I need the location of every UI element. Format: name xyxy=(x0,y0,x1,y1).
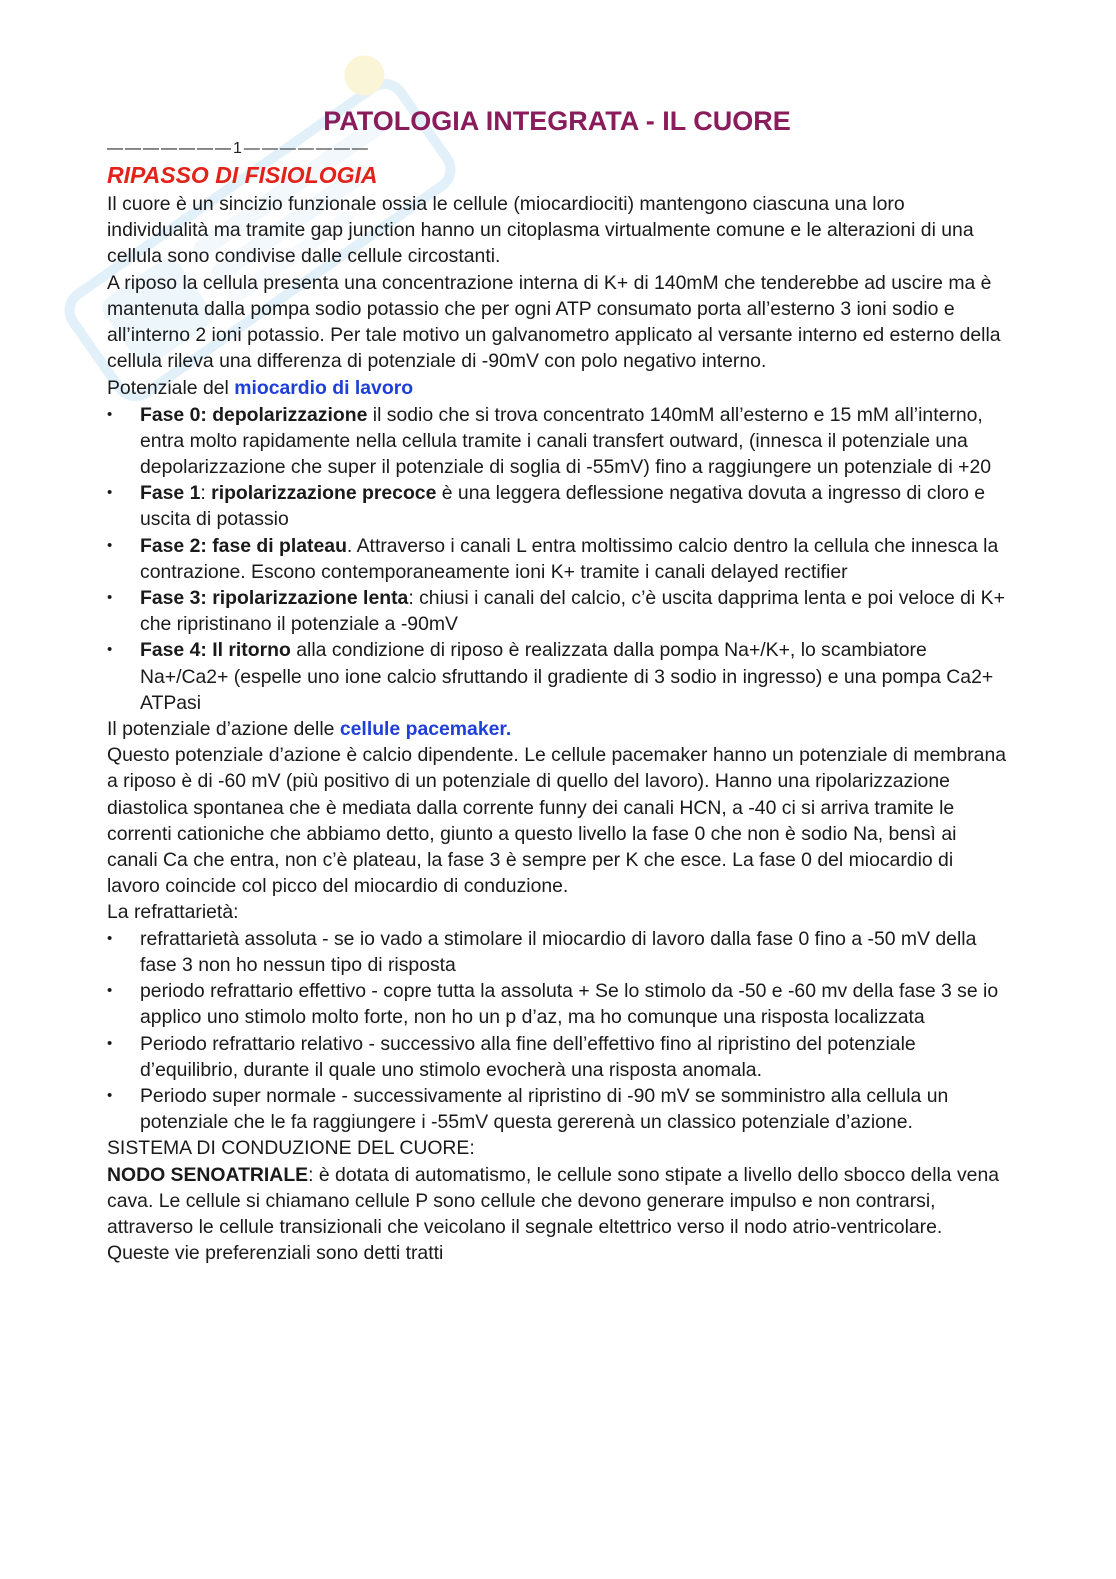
paragraph-prefix: Il potenziale d’azione delle xyxy=(107,718,340,741)
paragraph-pacemaker: Questo potenziale d’azione è calcio dipendente. Le cellule pacemaker hanno un potenziale di membrana a riposo è di -60 mV (più positivo di un potenziale di quello del lavoro). Hanno una ripolarizzazione diastolica spontanea che è mediata dalla corrente funny dei canali HCN, a -40 ci si arriva tramite le correnti cationiche che abbiamo detto, giunto a questo livello la fase 0 che non è sodio Na, bensì ai canali Ca che entra, non c’è plateau, la fase 3 è sempre per K che esce. La fase 0 del miocardio di lavoro coincide col picco del miocardio di conduzione. xyxy=(107,744,1007,898)
highlight-cellule-pacemaker: cellule pacemaker. xyxy=(339,718,512,741)
phase-label: Fase 2: fase di plateau xyxy=(140,534,347,557)
phase-label-separator: : xyxy=(200,482,212,505)
nodo-text: : è dotata di automatismo, le cellule sono stipate a livello dello sbocco della vena cava. Le cellule si chiamano cellule P sono cellule che devono generare impulso e non contrarsi, attraverso le cellule transizionali che veicolano il segnale eltettrico verso il nodo atrio-ventricolare. Queste vie preferenziali sono detti tratti xyxy=(107,1163,1000,1265)
phase-label: Fase 4: Il ritorno xyxy=(140,639,291,662)
paragraph-sincizio: Il cuore è un sincizio funzionale ossia le cellule (miocardiociti) mantengono ciascuna una loro individualità ma tramite gap junction hanno un citoplasma virtualmente comune e le alterazioni di una cellula sono condivise dalle cellule circostanti. xyxy=(107,193,974,268)
phase-text: il sodio che si trova concentrato 140mM all’esterno e 15 mM all’interno, entra molto rapidamente nella cellula tramite i canali transfert outward, (innesca il potenziale una depolarizzazione che super il potenziale di soglia di -55mV) fino a raggiungere un potenziale di +20 xyxy=(140,403,992,479)
nodo-label: NODO SENOATRIALE xyxy=(107,1163,309,1186)
phase-list xyxy=(107,402,1007,716)
paragraph-pacemaker-heading xyxy=(107,716,1007,742)
phase-text: . Attraverso i canali L entra moltissimo calcio dentro la cellula che innesca la contrazione. Escono contemporaneamente ioni K+ tramite i canali delayed rectifier xyxy=(140,534,999,583)
document-page xyxy=(107,104,1007,1266)
phase-label: Fase 0: depolarizzazione xyxy=(140,403,368,426)
phase-text: alla condizione di riposo è realizzata dalla pompa Na+/K+, lo scambiatore Na+/Ca2+ (espelle uno ione calcio sfruttando il gradiente di 3 sodio in ingresso) e una pompa Ca2+ ATPasi xyxy=(140,639,994,714)
paragraph-potenziale-lavoro xyxy=(107,375,1007,401)
list-item xyxy=(107,585,1007,637)
list-item xyxy=(107,402,1007,481)
refractory-list xyxy=(107,926,1007,1136)
phase-label: ripolarizzazione precoce xyxy=(211,482,437,505)
paragraph-refrattarieta: La refrattarietà: xyxy=(107,901,239,924)
document-title: PATOLOGIA INTEGRATA - IL CUORE xyxy=(323,106,791,136)
list-item xyxy=(107,637,1007,716)
phase-text: : chiusi i canali del calcio, c’è uscita dapprima lenta e poi veloce di K+ che ripristinano il potenziale a -90mV xyxy=(140,587,1005,636)
page-marker: ———————1——————— xyxy=(107,140,370,157)
highlight-miocardio-lavoro: miocardio di lavoro xyxy=(234,377,414,400)
paragraph-riposo: A riposo la cellula presenta una concentrazione interna di K+ di 140mM che tenderebbe ad uscire ma è mantenuta dalla pompa sodio potassio che per ogni ATP consumato porta all’esterno 3 ioni sodio e all’interno 2 ioni potassio. Per tale motivo un galvanometro applicato al versante interno ed esterno della cellula rileva una differenza di potenziale di -90mV con polo negativo interno. xyxy=(107,271,1001,373)
list-item: • Periodo super normale - successivamente al ripristino di -90 mV se somministro alla cellula un potenziale che le fa raggiungere i -55mV questa gererenà un classico potenziale d’azione. xyxy=(107,1083,1007,1135)
paragraph-prefix: Potenziale del xyxy=(107,377,235,400)
section-title: RIPASSO DI FISIOLOGIA xyxy=(107,162,378,188)
phase-label: Fase 3: ripolarizzazione lenta xyxy=(140,587,409,610)
list-item: • periodo refrattario effettivo - copre tutta la assoluta + Se lo stimolo da -50 e -60 mv della fase 3 se io applico uno stimolo molto forte, non ho un p d’az, ma ho comunque una risposta localizzata xyxy=(107,978,1007,1030)
list-item xyxy=(107,533,1007,585)
paragraph-sistema-conduzione: SISTEMA DI CONDUZIONE DEL CUORE: xyxy=(107,1137,475,1160)
list-item: • Periodo refrattario relativo - successivo alla fine dell’effettivo fino al ripristino del potenziale d’equilibrio, durante il quale uno stimolo evocherà una risposta anomala. xyxy=(107,1031,1007,1083)
list-item: • refrattarietà assoluta - se io vado a stimolare il miocardio di lavoro dalla fase 0 fino a -50 mV della fase 3 non ho nessun tipo di risposta xyxy=(107,926,1007,978)
phase-label: Fase 1 xyxy=(140,482,201,505)
paragraph-nodo-senoatriale xyxy=(107,1162,1007,1267)
phase-text: è una leggera deflessione negativa dovuta a ingresso di cloro e uscita di potassio xyxy=(140,482,986,531)
list-item xyxy=(107,480,1007,532)
